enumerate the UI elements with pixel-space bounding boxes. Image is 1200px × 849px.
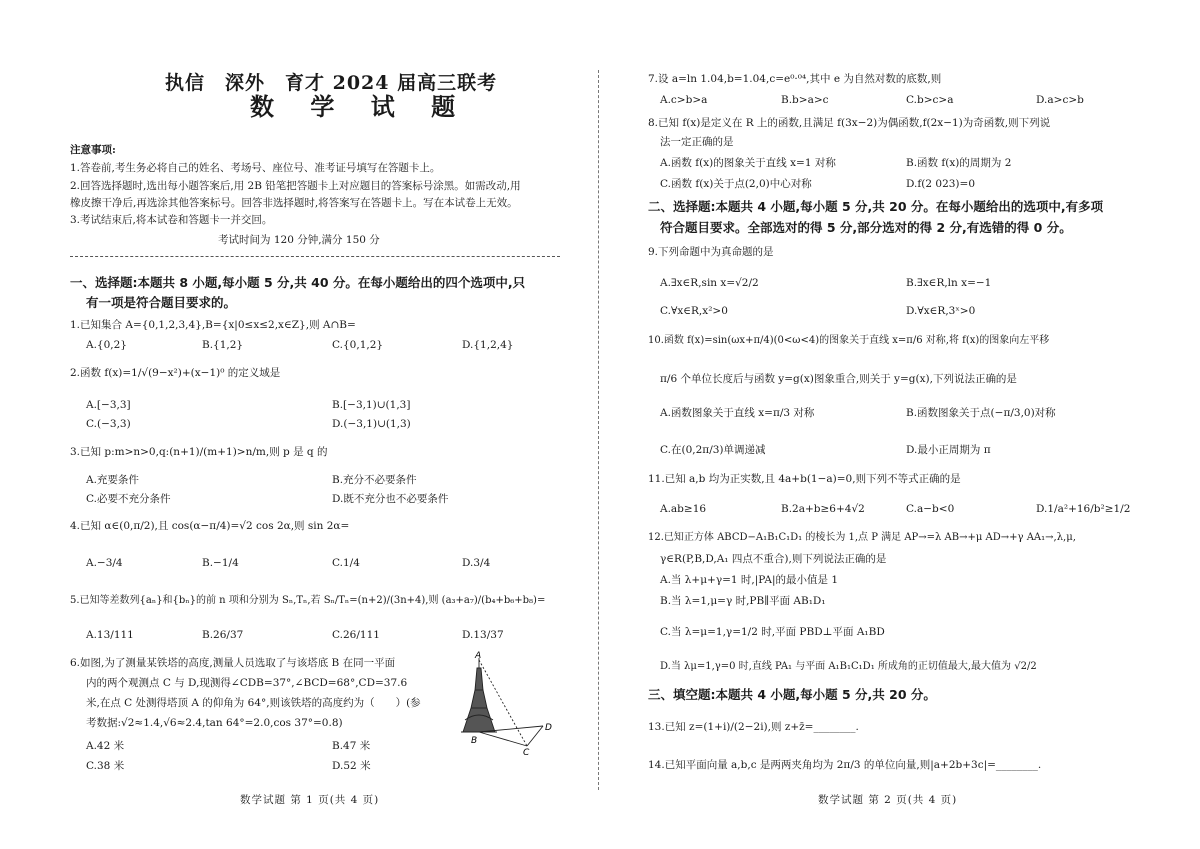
q6-option-d: D.52 米	[332, 760, 371, 772]
left-column	[70, 0, 565, 849]
notice-2-cont: 橡皮擦干净后,再选涂其他答案标号。回答非选择题时,将答案写在答题卡上。写在本试卷上无效。	[70, 197, 518, 209]
q11-option-a: A.ab≥16	[660, 503, 707, 515]
q8-option-d: D.f(2 023)=0	[906, 178, 975, 190]
q9-option-c: C.∀x∈R,x²>0	[660, 305, 728, 317]
label-d: D	[545, 723, 552, 733]
q12-option-b: B.当 λ=1,μ=γ 时,PB∥平面 AB₁D₁	[660, 595, 826, 607]
q10-option-d: D.最小正周期为 π	[906, 444, 991, 456]
q3-option-a: A.充要条件	[86, 474, 139, 486]
notice-2: 2.回答选择题时,选出每小题答案后,用 2B 铅笔把答题卡上对应题目的答案标号涂黑。如需改动,用	[70, 180, 521, 192]
q1-option-b: B.{1,2}	[202, 339, 244, 351]
q13-stem: 13.已知 z=(1+i)/(2−2i),则 z+z̄=________.	[648, 721, 859, 733]
q7-option-c: C.b>c>a	[906, 94, 954, 106]
q2-option-b: B.[−3,1)∪(1,3]	[332, 399, 411, 411]
q11-option-c: C.a−b<0	[906, 503, 955, 515]
q2-option-a: A.[−3,3]	[86, 399, 131, 411]
q5-stem: 5.已知等差数列{aₙ}和{bₙ}的前 n 项和分别为 Sₙ,Tₙ,若 Sₙ/Tₙ=(n+2)/(3n+4),则 (a₃+a₇)/(b₄+b₆+b₈)=	[70, 595, 546, 606]
tower-figure	[455, 650, 555, 755]
q6-stem-2: 内的两个观测点 C 与 D,现测得∠CDB=37°,∠BCD=68°,CD=37.6	[86, 677, 408, 689]
section2-heading: 二、选择题:本题共 4 小题,每小题 5 分,共 20 分。在每小题给出的选项中,有多项	[648, 199, 1104, 214]
q9-option-d: D.∀x∈R,3ˣ>0	[906, 305, 976, 317]
q8-stem: 8.已知 f(x)是定义在 R 上的函数,且满足 f(3x−2)为偶函数,f(2x−1)为奇函数,则下列说	[648, 117, 1051, 129]
label-a: A	[475, 651, 482, 661]
q10-option-a: A.函数图象关于直线 x=π/3 对称	[660, 407, 815, 419]
column-divider	[598, 70, 599, 790]
exam-title: 执信 深外 育才 2024 届高三联考	[165, 72, 498, 94]
q1-option-a: A.{0,2}	[86, 339, 127, 351]
exam-subtitle: 数 学 试 题	[250, 92, 470, 121]
q5-option-b: B.26/37	[202, 629, 244, 641]
section1-heading-cont: 有一项是符合题目要求的。	[86, 295, 237, 310]
q4-stem: 4.已知 α∈(0,π/2),且 cos(α−π/4)=√2 cos 2α,则 sin 2α=	[70, 520, 350, 532]
right-column	[648, 0, 1148, 849]
divider-line	[70, 256, 560, 257]
q12-option-c: C.当 λ=μ=1,γ=1/2 时,平面 PBD⊥平面 A₁BD	[660, 626, 885, 638]
q4-option-a: A.−3/4	[86, 557, 123, 569]
q11-stem: 11.已知 a,b 均为正实数,且 4a+b(1−a)=0,则下列不等式正确的是	[648, 473, 961, 485]
q11-option-b: B.2a+b≥6+4√2	[781, 503, 865, 515]
q10-stem-cont: π/6 个单位长度后与函数 y=g(x)图象重合,则关于 y=g(x),下列说法正确的是	[660, 373, 1017, 385]
q4-option-b: B.−1/4	[202, 557, 239, 569]
section2-heading-cont: 符合题目要求。全部选对的得 5 分,部分选对的得 2 分,有选错的得 0 分。	[660, 220, 1072, 235]
q7-option-b: B.b>a>c	[781, 94, 829, 106]
notice-heading: 注意事项:	[70, 144, 116, 156]
time-line: 考试时间为 120 分钟,满分 150 分	[218, 234, 380, 246]
q9-option-a: A.∃x∈R,sin x=√2/2	[660, 277, 759, 289]
q6-stem-3: 米,在点 C 处测得塔顶 A 的仰角为 64°,则该铁塔的高度约为（ ）(参	[86, 697, 421, 709]
q2-option-d: D.(−3,1)∪(1,3)	[332, 418, 411, 430]
q7-option-a: A.c>b>a	[660, 94, 708, 106]
q12-stem: 12.已知正方体 ABCD−A₁B₁C₁D₁ 的棱长为 1,点 P 满足 AP→=λ AB→+μ AD→+γ AA₁→,λ,μ,	[648, 532, 1076, 543]
q3-stem: 3.已知 p:m>n>0,q:(n+1)/(m+1)>n/m,则 p 是 q 的	[70, 446, 328, 458]
q6-stem-1: 6.如图,为了测量某铁塔的高度,测量人员选取了与该塔底 B 在同一平面	[70, 657, 396, 669]
q3-option-c: C.必要不充分条件	[86, 493, 171, 505]
q6-option-b: B.47 米	[332, 740, 371, 752]
tower-drawing	[461, 658, 543, 746]
q4-option-c: C.1/4	[332, 557, 360, 569]
label-c: C	[523, 748, 530, 755]
q6-option-c: C.38 米	[86, 760, 125, 772]
page-footer-1: 数学试题 第 1 页(共 4 页)	[240, 794, 380, 806]
q3-option-d: D.既不充分也不必要条件	[332, 493, 449, 505]
q7-option-d: D.a>c>b	[1036, 94, 1084, 106]
label-b: B	[471, 736, 478, 746]
q5-option-d: D.13/37	[462, 629, 504, 641]
q2-option-c: C.(−3,3)	[86, 418, 131, 430]
q14-stem: 14.已知平面向量 a,b,c 是两两夹角均为 2π/3 的单位向量,则|a+2b+3c|=________.	[648, 759, 1042, 771]
q3-option-b: B.充分不必要条件	[332, 474, 417, 486]
q4-option-d: D.3/4	[462, 557, 491, 569]
q1-option-c: C.{0,1,2}	[332, 339, 384, 351]
q7-stem: 7.设 a=ln 1.04,b=1.04,c=e⁰·⁰⁴,其中 e 为自然对数的底数,则	[648, 73, 942, 85]
section1-heading: 一、选择题:本题共 8 小题,每小题 5 分,共 40 分。在每小题给出的四个选项中,只	[70, 275, 526, 290]
q1-stem: 1.已知集合 A={0,1,2,3,4},B={x|0≤x≤2,x∈Z},则 A∩B=	[70, 319, 356, 331]
q12-option-d: D.当 λμ=1,γ=0 时,直线 PA₁ 与平面 A₁B₁C₁D₁ 所成角的正切值最大,最大值为 √2/2	[660, 661, 1037, 672]
q10-option-b: B.函数图象关于点(−π/3,0)对称	[906, 407, 1056, 419]
q9-option-b: B.∃x∈R,ln x=−1	[906, 277, 992, 289]
q12-option-a: A.当 λ+μ+γ=1 时,|PA|的最小值是 1	[660, 574, 839, 586]
q8-option-c: C.函数 f(x)关于点(2,0)中心对称	[660, 178, 812, 190]
q10-option-c: C.在(0,2π/3)单调递减	[660, 444, 766, 456]
q8-stem-cont: 法一定正确的是	[660, 136, 734, 148]
q8-option-a: A.函数 f(x)的图象关于直线 x=1 对称	[660, 157, 836, 169]
notice-1: 1.答卷前,考生务必将自己的姓名、考场号、座位号、准考证号填写在答题卡上。	[70, 162, 441, 174]
q5-option-c: C.26/111	[332, 629, 380, 641]
q9-stem: 9.下列命题中为真命题的是	[648, 246, 774, 258]
q6-stem-4: 考数据:√2≈1.4,√6≈2.4,tan 64°=2.0,cos 37°=0.8)	[86, 717, 343, 729]
q2-stem: 2.函数 f(x)=1/√(9−x²)+(x−1)⁰ 的定义域是	[70, 367, 281, 379]
section3-heading: 三、填空题:本题共 4 小题,每小题 5 分,共 20 分。	[648, 687, 936, 702]
q12-stem-cont: γ∈R(P,B,D,A₁ 四点不重合),则下列说法正确的是	[660, 553, 887, 565]
q1-option-d: D.{1,2,4}	[462, 339, 514, 351]
q5-option-a: A.13/111	[86, 629, 134, 641]
q6-option-a: A.42 米	[86, 740, 125, 752]
q11-option-d: D.1/a²+16/b²≥1/2	[1036, 503, 1131, 515]
q8-option-b: B.函数 f(x)的周期为 2	[906, 157, 1012, 169]
page-footer-2: 数学试题 第 2 页(共 4 页)	[818, 794, 958, 806]
notice-3: 3.考试结束后,将本试卷和答题卡一并交回。	[70, 214, 273, 226]
q10-stem: 10.函数 f(x)=sin(ωx+π/4)(0<ω<4)的图象关于直线 x=π/6 对称,将 f(x)的图象向左平移	[648, 335, 1050, 346]
